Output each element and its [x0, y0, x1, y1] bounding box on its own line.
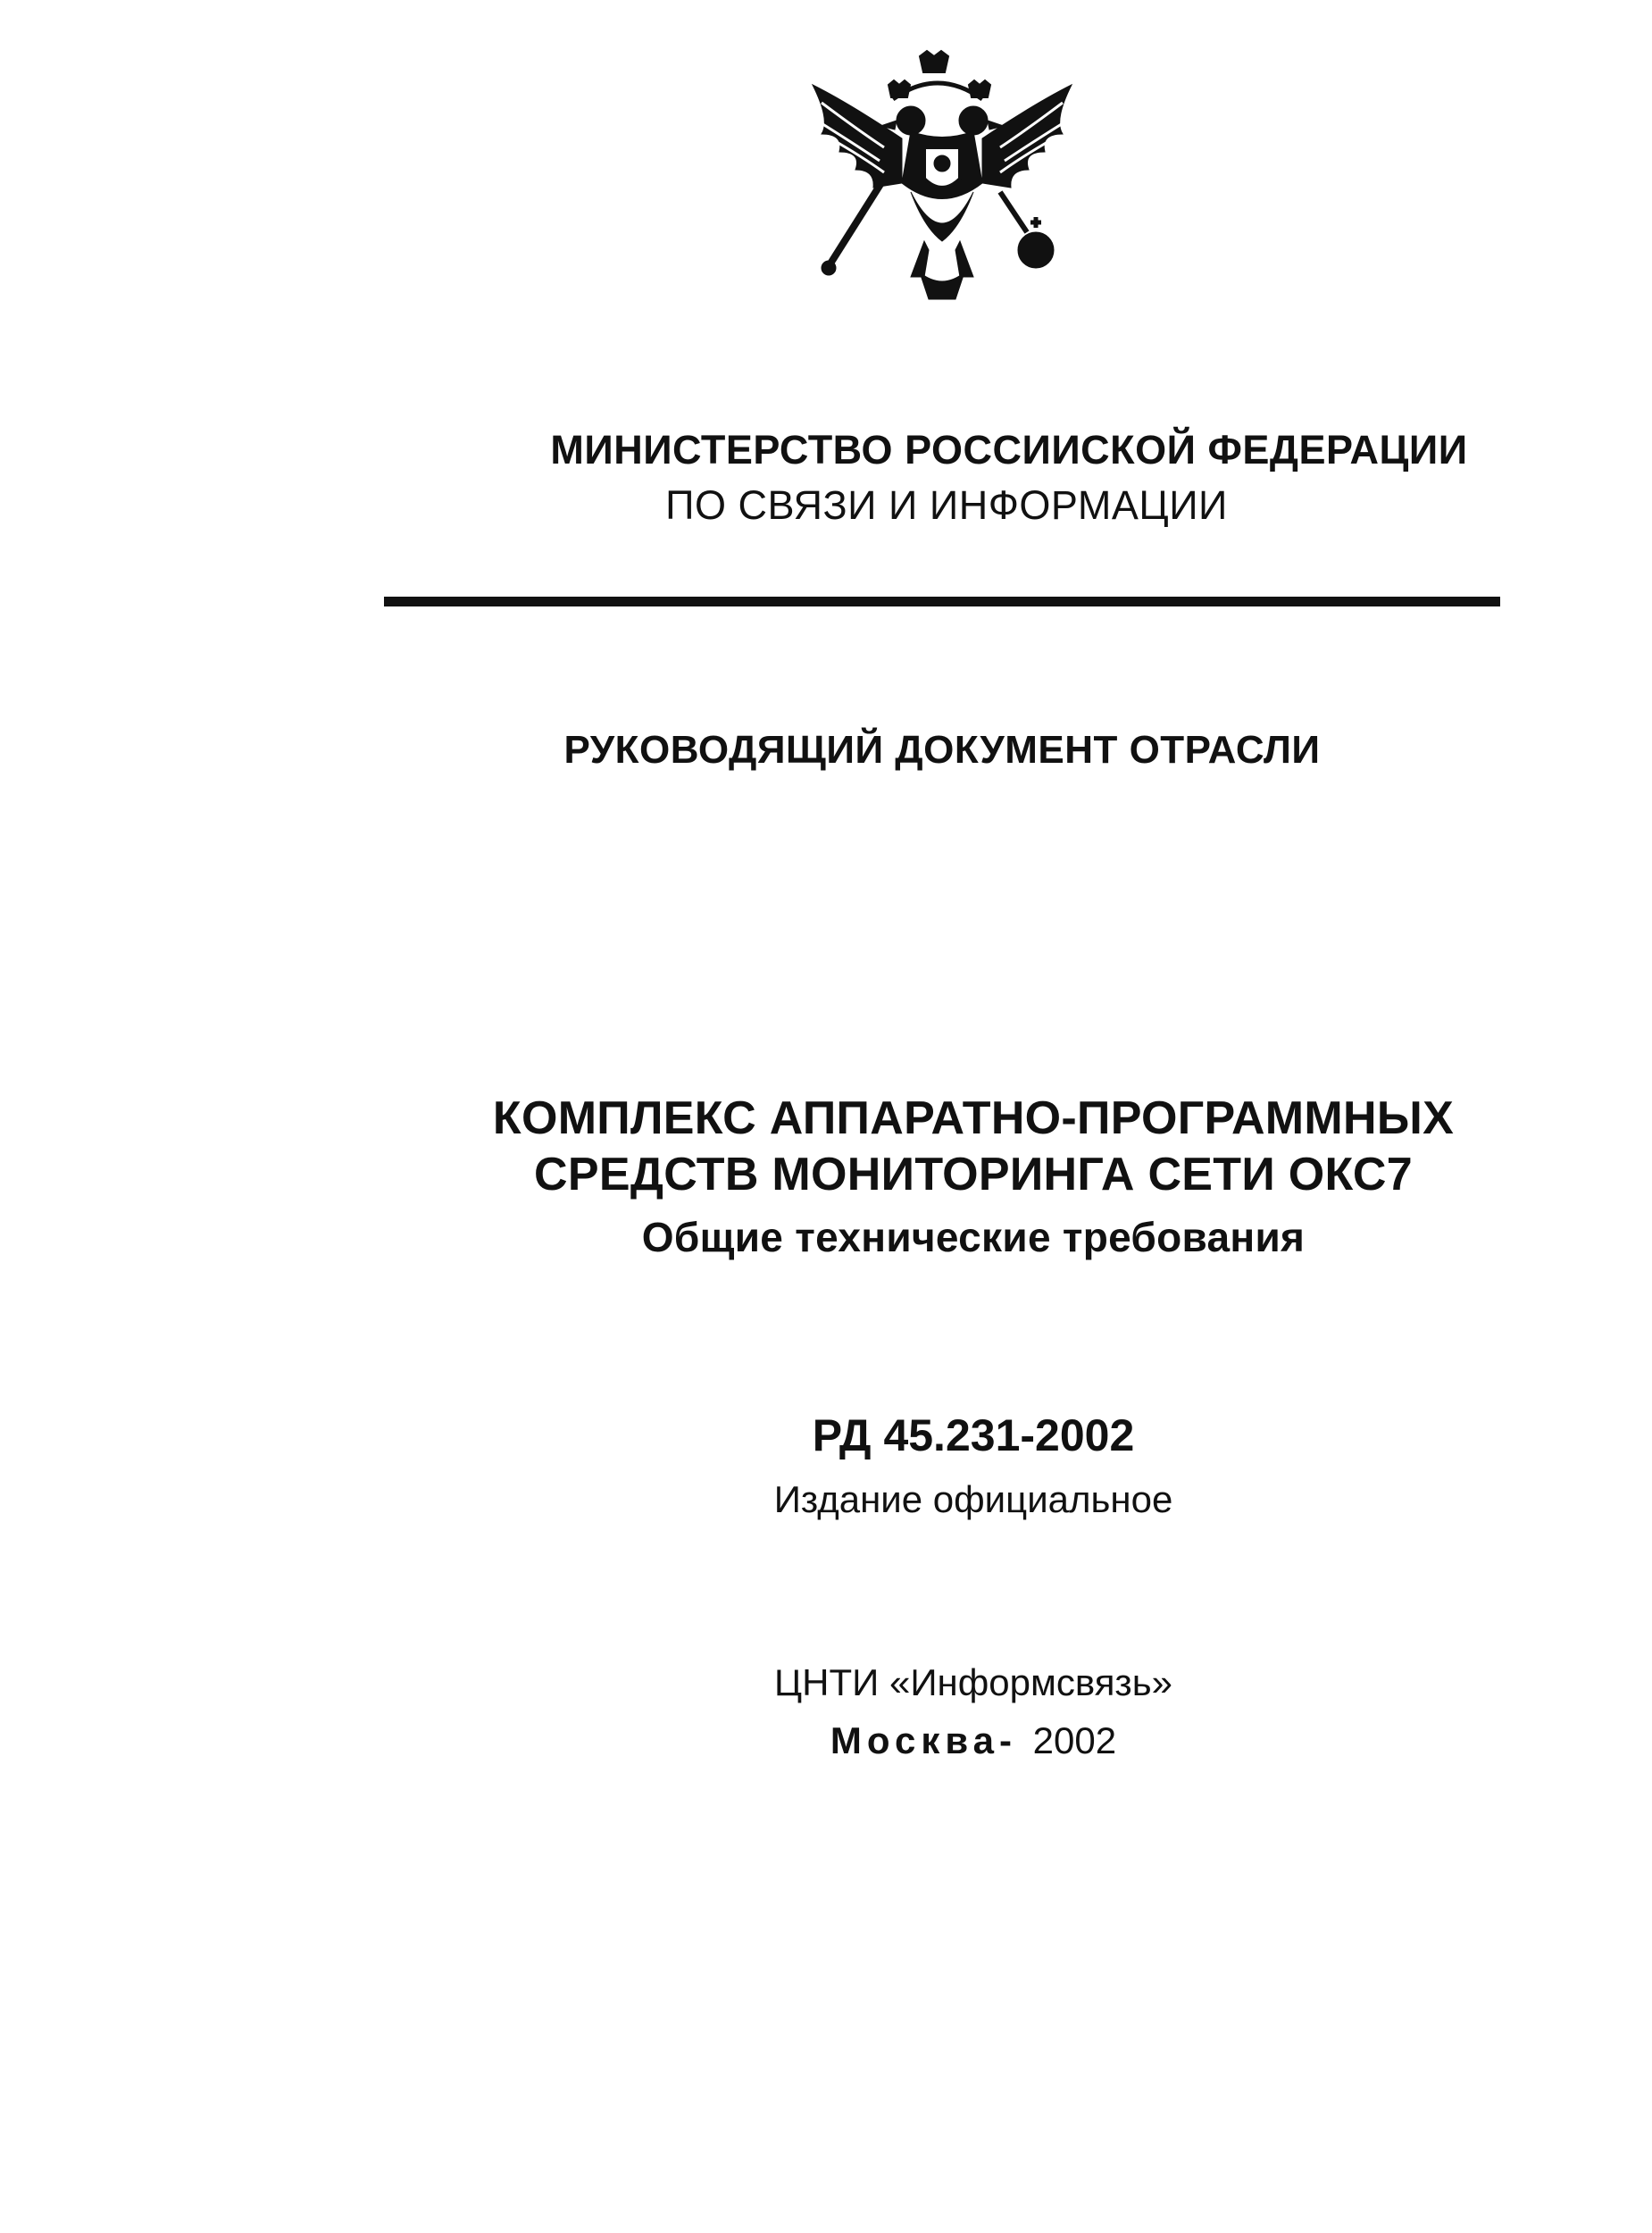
document-code: РД 45.231-2002	[812, 1410, 1135, 1460]
city-year-separator: -	[998, 1719, 1017, 1761]
ministry-name-line1: МИНИСТЕРСТВО РОССИИСКОЙ ФЕДЕРАЦИИ	[550, 427, 1468, 473]
ministry-name-line2: ПО СВЯЗИ И ИНФОРМАЦИИ	[665, 482, 1228, 528]
publisher: ЦНТИ «Информсвязь»	[774, 1661, 1172, 1703]
publication-place-year	[357, 1719, 1589, 1762]
edition-note: Издание официальное	[773, 1478, 1173, 1520]
russian-coat-of-arms-icon	[777, 49, 1107, 330]
document-subtitle: Общие технические требования	[641, 1214, 1306, 1260]
publication-year: 2002	[1032, 1719, 1117, 1761]
document-type: РУКОВОДЯЩИЙ ДОКУМЕНТ ОТРАСЛИ	[563, 728, 1321, 772]
city-name: Москва	[830, 1719, 999, 1761]
document-title-line1: КОМПЛЕКС АППАРАТНО-ПРОГРАММНЫХ	[492, 1092, 1455, 1144]
document-title-line2: СРЕДСТВ МОНИТОРИНГА СЕТИ ОКС7	[534, 1149, 1413, 1200]
header-divider	[384, 597, 1500, 606]
